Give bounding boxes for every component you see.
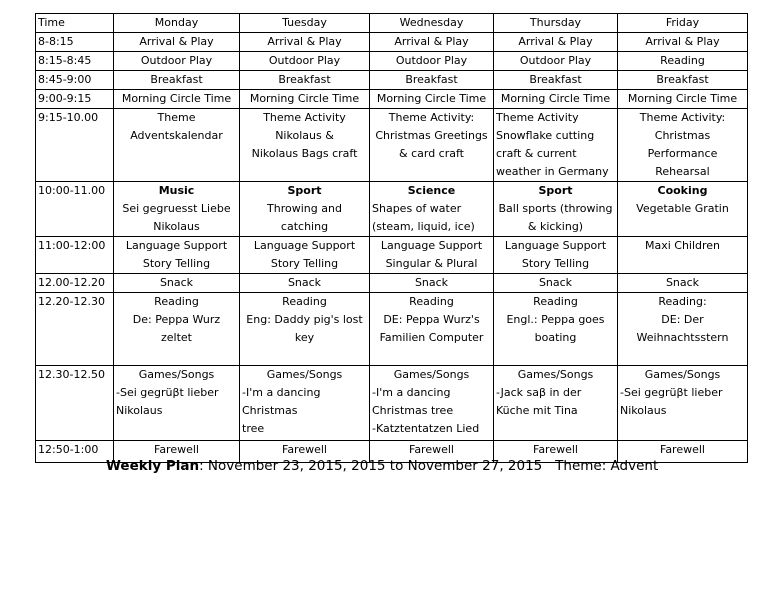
- activity-cell: [240, 237, 370, 274]
- activity-cell: [494, 274, 618, 293]
- activity-cell: [370, 237, 494, 274]
- activity-text: Arrival & Play: [394, 35, 469, 48]
- activity-text: Breakfast: [278, 73, 331, 86]
- activity-text: Language Support Singular & Plural: [380, 239, 483, 270]
- activity-text: Reading Eng: Daddy pig's lost key: [246, 295, 363, 344]
- subject-label: Sport: [538, 184, 573, 197]
- activity-text: Throwing and catching: [267, 202, 342, 233]
- activity-cell: [618, 109, 748, 182]
- activity-cell: [114, 52, 240, 71]
- activity-text: Language Support Story Telling: [253, 239, 356, 270]
- activity-cell: [240, 182, 370, 237]
- activity-cell: [114, 274, 240, 293]
- activity-text: Farewell: [533, 443, 578, 456]
- time-cell: 12.00-12.20: [36, 274, 114, 293]
- activity-text: Games/Songs: [138, 368, 215, 381]
- activity-text: Arrival & Play: [645, 35, 720, 48]
- activity-cell: [370, 90, 494, 109]
- activity-text: Theme Adventskalendar: [130, 111, 223, 142]
- activity-text: Breakfast: [656, 73, 709, 86]
- activity-cell: [240, 293, 370, 366]
- activity-text: Snack: [665, 276, 700, 289]
- activity-cell: [494, 237, 618, 274]
- activity-cell: [618, 71, 748, 90]
- song-list: -Jack saβ in der Küche mit Tina: [496, 386, 582, 417]
- activity-cell: [240, 274, 370, 293]
- activity-cell: [240, 52, 370, 71]
- activity-text: Outdoor Play: [140, 54, 213, 67]
- activity-cell: [494, 71, 618, 90]
- weekly-plan-caption: [106, 458, 658, 474]
- activity-text: Shapes of water (steam, liquid, ice): [372, 202, 475, 233]
- table-row: [36, 182, 748, 237]
- table-row: [36, 293, 748, 366]
- activity-cell: [370, 109, 494, 182]
- table-row: [36, 366, 748, 441]
- activity-text: Farewell: [154, 443, 199, 456]
- activity-cell: [494, 33, 618, 52]
- activity-text: Arrival & Play: [139, 35, 214, 48]
- time-cell: 8:15-8:45: [36, 52, 114, 71]
- activity-text: Reading Engl.: Peppa goes boating: [506, 295, 605, 344]
- weekly-plan-label: Weekly Plan: [106, 458, 200, 474]
- activity-text: Ball sports (throwing & kicking): [498, 202, 613, 233]
- activity-cell: [114, 109, 240, 182]
- activity-cell: [240, 109, 370, 182]
- activity-cell: [240, 33, 370, 52]
- time-cell: 9:00-9:15: [36, 90, 114, 109]
- column-header: Friday: [618, 14, 748, 33]
- activity-cell: [618, 293, 748, 366]
- activity-text: Snack: [159, 276, 194, 289]
- activity-text: Theme Activity Nikolaus & Nikolaus Bags craft: [251, 111, 358, 160]
- activity-text: Reading: DE: Der Weihnachtsstern: [636, 295, 729, 344]
- song-list: -I'm a dancing Christmas tree -Katztentatzen Lied: [372, 386, 480, 435]
- subject-label: Sport: [287, 184, 322, 197]
- activity-cell: [618, 90, 748, 109]
- week-dates: : November 23, 2015, 2015 to November 27, 2015: [199, 458, 543, 474]
- activity-cell: [114, 71, 240, 90]
- activity-text: Theme Activity: Christmas Greetings & card craft: [375, 111, 488, 160]
- activity-cell: [618, 52, 748, 71]
- activity-cell: [494, 52, 618, 71]
- activity-text: Farewell: [409, 443, 454, 456]
- activity-text: Language Support Story Telling: [504, 239, 607, 270]
- activity-text: Reading De: Peppa Wurz zeltet: [132, 295, 221, 344]
- activity-text: Language Support Story Telling: [125, 239, 228, 270]
- activity-text: Theme Activity: Christmas Performance Rehearsal: [639, 111, 726, 178]
- time-cell: 8:45-9:00: [36, 71, 114, 90]
- activity-cell: [494, 366, 618, 441]
- activity-cell: [494, 182, 618, 237]
- activity-text: Snack: [287, 276, 322, 289]
- activity-text: Farewell: [282, 443, 327, 456]
- activity-cell: [240, 90, 370, 109]
- activity-text: Arrival & Play: [267, 35, 342, 48]
- column-header: Wednesday: [370, 14, 494, 33]
- subject-label: Science: [407, 184, 456, 197]
- activity-text: Arrival & Play: [518, 35, 593, 48]
- time-cell: 12.20-12.30: [36, 293, 114, 366]
- time-cell: 12.30-12.50: [36, 366, 114, 441]
- activity-cell: [370, 293, 494, 366]
- activity-text: Breakfast: [150, 73, 203, 86]
- activity-cell: [618, 182, 748, 237]
- table-row: [36, 90, 748, 109]
- activity-text: Morning Circle Time: [121, 92, 232, 105]
- song-list: -I'm a dancing Christmas tree: [242, 386, 321, 435]
- column-header: Tuesday: [240, 14, 370, 33]
- table-row: [36, 237, 748, 274]
- table-row: [36, 52, 748, 71]
- activity-cell: [494, 90, 618, 109]
- activity-text: Games/Songs: [644, 368, 721, 381]
- activity-cell: [618, 237, 748, 274]
- activity-text: Breakfast: [529, 73, 582, 86]
- activity-text: Morning Circle Time: [249, 92, 360, 105]
- activity-cell: [494, 293, 618, 366]
- activity-cell: [114, 366, 240, 441]
- column-header: Time: [36, 14, 114, 33]
- activity-cell: [618, 366, 748, 441]
- song-list: -Sei gegrüβt lieber Nikolaus: [620, 386, 723, 417]
- column-header: Monday: [114, 14, 240, 33]
- activity-text: Theme Activity Snowflake cutting craft & current weather in Germany: [496, 111, 609, 178]
- activity-text: Games/Songs: [517, 368, 594, 381]
- weekly-plan-table: [35, 13, 748, 463]
- song-list: -Sei gegrüβt lieber Nikolaus: [116, 386, 219, 417]
- time-cell: 11:00-12:00: [36, 237, 114, 274]
- activity-cell: [618, 33, 748, 52]
- table-row: [36, 71, 748, 90]
- time-cell: 9:15-10.00: [36, 109, 114, 182]
- activity-text: Maxi Children: [644, 239, 721, 252]
- activity-text: Outdoor Play: [268, 54, 341, 67]
- activity-text: Games/Songs: [393, 368, 470, 381]
- time-cell: 10:00-11.00: [36, 182, 114, 237]
- activity-text: Outdoor Play: [395, 54, 468, 67]
- activity-text: Vegetable Gratin: [636, 202, 729, 215]
- subject-label: Music: [158, 184, 195, 197]
- activity-text: Breakfast: [405, 73, 458, 86]
- activity-cell: [370, 71, 494, 90]
- activity-cell: [370, 52, 494, 71]
- activity-text: Morning Circle Time: [376, 92, 487, 105]
- activity-text: Sei gegruesst Liebe Nikolaus: [122, 202, 231, 233]
- activity-cell: [114, 90, 240, 109]
- activity-text: Morning Circle Time: [627, 92, 738, 105]
- activity-text: Farewell: [660, 443, 705, 456]
- activity-cell: [240, 71, 370, 90]
- activity-cell: [114, 237, 240, 274]
- activity-cell: [618, 274, 748, 293]
- activity-cell: [370, 33, 494, 52]
- activity-cell: [240, 366, 370, 441]
- time-cell: 12:50-1:00: [36, 441, 114, 463]
- activity-cell: [370, 182, 494, 237]
- activity-text: Snack: [414, 276, 449, 289]
- subject-label: Cooking: [657, 184, 708, 197]
- activity-text: Games/Songs: [266, 368, 343, 381]
- table-row: [36, 33, 748, 52]
- activity-cell: [114, 33, 240, 52]
- activity-cell: [114, 182, 240, 237]
- activity-cell: [114, 293, 240, 366]
- activity-cell: [494, 109, 618, 182]
- column-header: Thursday: [494, 14, 618, 33]
- activity-cell: [370, 366, 494, 441]
- time-cell: 8-8:15: [36, 33, 114, 52]
- header-row: [36, 14, 748, 33]
- activity-text: Reading: [660, 54, 705, 67]
- activity-text: Outdoor Play: [519, 54, 592, 67]
- activity-text: Reading DE: Peppa Wurz's Familien Computer: [379, 295, 484, 344]
- table-row: [36, 109, 748, 182]
- week-theme: Theme: Advent: [555, 458, 659, 474]
- table-row: [36, 274, 748, 293]
- activity-cell: [370, 274, 494, 293]
- activity-text: Snack: [538, 276, 573, 289]
- activity-text: Morning Circle Time: [500, 92, 611, 105]
